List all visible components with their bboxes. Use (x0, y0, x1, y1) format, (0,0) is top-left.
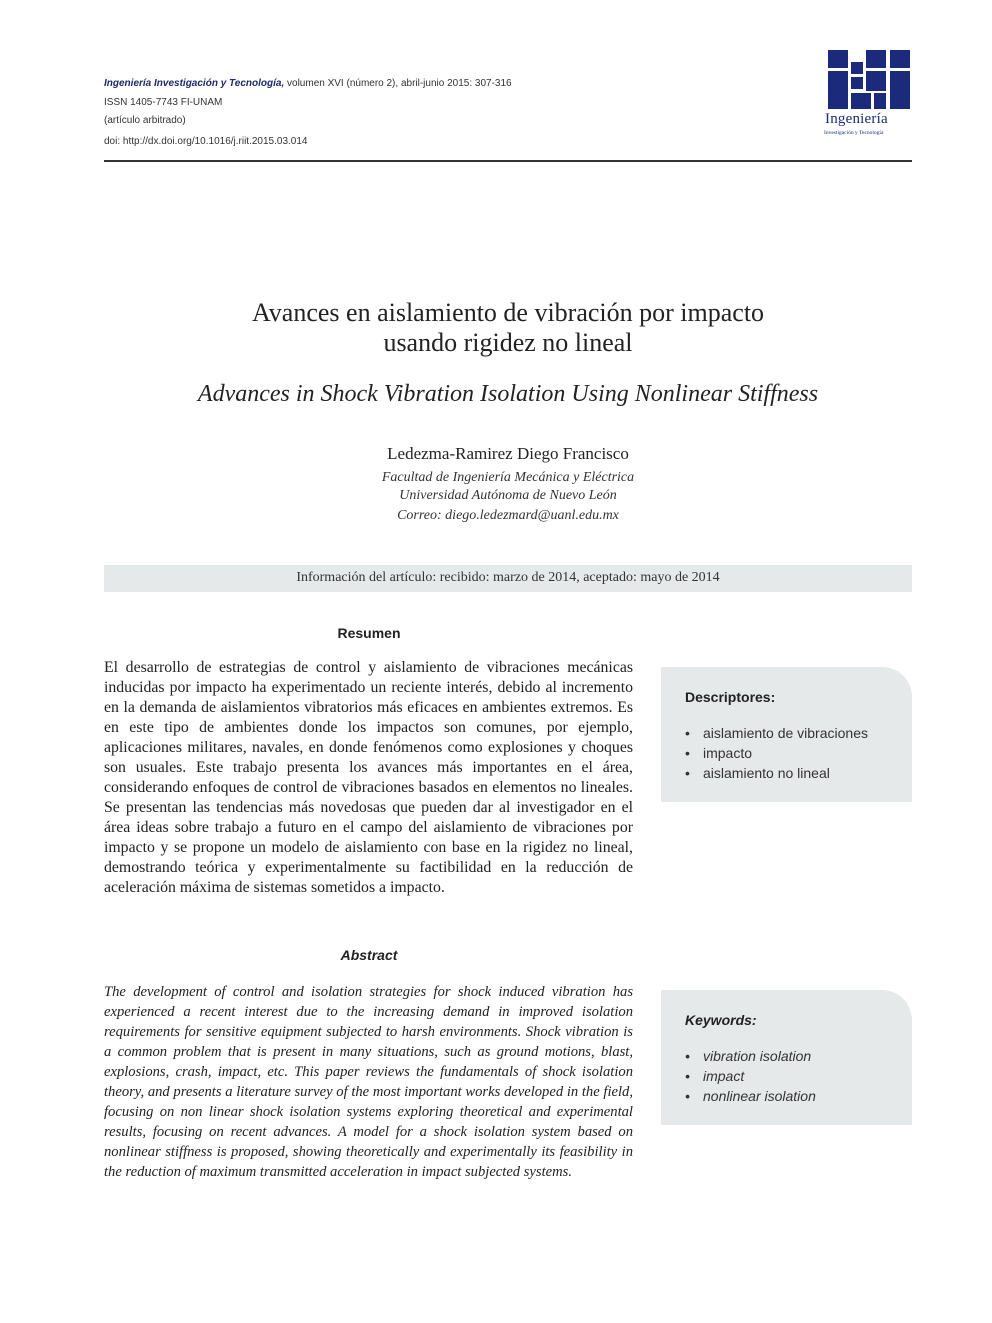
resumen-text: El desarrollo de estrategias de control y aislamiento de vibraciones mecánicas inducidas por impacto ha experimentado un reciente interés, debido al incremento en la demanda de aislamientos vibratorios más eficaces en ambientes extremos. Es en este tipo de ambientes donde los impactos son comunes, por ejemplo, aplicaciones militares, navales, en donde fenómenos como explosiones y choques son usuales. Este trabajo presenta los avances más importantes en el área, considerando enfoques de control de vibraciones basados en elementos no lineales. Se presentan las tendencias más novedosas que pueden dar al investigador en el área ideas sobre trabajo a futuro en el campo del aislamiento de vibraciones por impacto y se propone un modelo de aislamiento con base en la rigidez no lineal, demostrando teórica y experimentalmente su factibilidad en la reducción de aceleración máxima de sistemas sometidos a impacto. (104, 659, 633, 896)
list-item: • aislamiento no lineal (685, 763, 868, 783)
list-item: • vibration isolation (685, 1046, 816, 1066)
keywords-list (685, 1046, 816, 1106)
keywords-box (661, 990, 912, 1125)
header-rule (104, 160, 912, 162)
author-email[interactable]: Correo: diego.ledezmard@uanl.edu.mx (397, 508, 619, 523)
title-english: Advances in Shock Vibration Isolation Using Nonlinear Stiffness (197, 381, 819, 407)
descriptores-list (685, 723, 868, 783)
journal-name: Ingeniería Investigación y Tecnología, (104, 78, 285, 89)
review-status: (artículo arbitrado) (104, 115, 186, 126)
logo-subtitle: Investigación y Tecnología (824, 130, 884, 136)
affiliation-university: Universidad Autónoma de Nuevo León (399, 488, 617, 503)
descriptores-box (661, 667, 912, 802)
journal-citation (104, 77, 512, 90)
list-item: • aislamiento de vibraciones (685, 723, 868, 743)
abstract-text: The development of control and isolation strategies for shock induced vibration has experienced a recent interest due to the increasing demand in improved isolation requirements for sensitive equipment subjected to harsh environments. Shock vibration is a common problem that is present in many situations, such as ground motions, blast, explosions, crash, impact, etc. This paper reviews the fundamentals of shock isolation theory, and presents a literature survey of the most important works developed in the field, focusing on non linear shock isolation systems exploring theoretical and experimental results, focusing on recent advances. A model for a shock isolation system based on nonlinear stiffness is proposed, showing theoretically and experimentally its feasibility in the reduction of maximum transmitted acceleration in impact subjected systems. (104, 984, 633, 1180)
journal-volume: volumen XVI (número 2), abril-junio 2015: 307-316 (284, 78, 512, 89)
issn: ISSN 1405-7743 FI-UNAM (104, 97, 223, 108)
article-info-text: Información del artículo: recibido: marzo de 2014, aceptado: mayo de 2014 (296, 570, 720, 585)
keywords-heading: Keywords: (685, 1012, 757, 1028)
logo-mark-icon (820, 48, 912, 110)
doi-link[interactable]: doi: http://dx.doi.org/10.1016/j.riit.2015.03.014 (104, 136, 308, 147)
resumen-heading: Resumen (337, 625, 401, 641)
journal-logo (820, 48, 912, 140)
affiliation-faculty: Facultad de Ingeniería Mecánica y Eléctrica (381, 470, 635, 485)
title-spanish (104, 298, 912, 358)
author-name: Ledezma-Ramirez Diego Francisco (387, 444, 629, 463)
logo-wordmark: Ingeniería (825, 111, 888, 127)
descriptores-heading: Descriptores: (685, 689, 776, 705)
list-item: • nonlinear isolation (685, 1086, 816, 1106)
list-item: • impact (685, 1066, 816, 1086)
list-item: • impacto (685, 743, 868, 763)
article-info-bar (104, 565, 912, 592)
abstract-heading: Abstract (340, 947, 398, 963)
title-spanish-line-2: usando rigidez no lineal (383, 328, 633, 357)
title-spanish-line-1: Avances en aislamiento de vibración por impacto (251, 298, 765, 327)
